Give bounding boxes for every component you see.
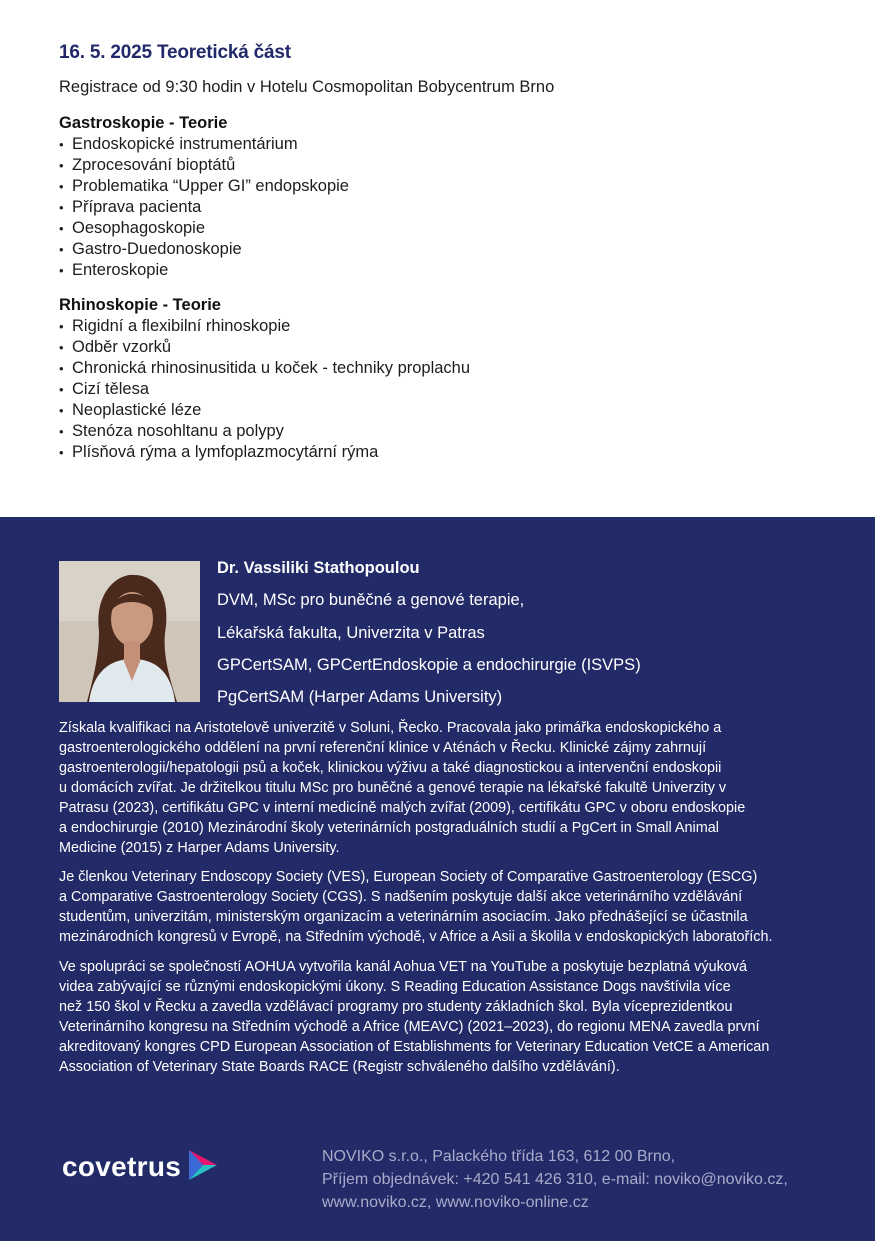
rhinoscopy-section [59, 295, 470, 463]
speaker-panel [0, 517, 875, 1241]
topic-list [59, 134, 349, 281]
list-item: • Rigidní a flexibilní rhinoskopie [59, 316, 470, 337]
section-heading: Gastroskopie - Teorie [59, 114, 228, 132]
list-item: • Stenóza nosohltanu a polypy [59, 421, 470, 442]
covetrus-mark-icon [187, 1148, 219, 1187]
list-item: • Neoplastické léze [59, 400, 470, 421]
speaker-name: Dr. Vassiliki Stathopoulou [217, 559, 420, 577]
covetrus-logo [62, 1147, 219, 1187]
gastroscopy-section [59, 113, 349, 281]
list-item: • Zprocesování bioptátů [59, 155, 349, 176]
company-address [322, 1145, 788, 1214]
bio-line: mezinárodních kongresů v Evropě, na Středním východě, v Africe a Asii a školila v endoskopických laboratořích. [59, 929, 773, 945]
list-item: • Problematika “Upper GI” endopskopie [59, 176, 349, 197]
speaker-photo [59, 561, 200, 702]
list-item: • Příprava pacienta [59, 197, 349, 218]
section-heading: Rhinoskopie - Teorie [59, 296, 221, 314]
bio-line: Association of Veterinary State Boards RACE (Registr schváleného dalšího vzdělávání). [59, 1059, 620, 1075]
bio-line: a endochirurgie (2010) Mezinárodní školy veterinárních postgraduálních studií a PgCert in Small Animal [59, 820, 719, 836]
date-title: 16. 5. 2025 Teoretická část [59, 42, 291, 63]
bio-line: a Comparative Gastroenterology Society (CGS). S nadšením poskytuje další akce veterinárního vzdělávání [59, 889, 743, 905]
bio-line: akreditovaný kongres CPD European Association of Establishments for Veterinary Education VetCE a American [59, 1039, 770, 1055]
bio-line: u domácích zvířat. Je držitelkou titulu MSc pro buněčné a genové terapie na lékařské fakultě Univerzity v [59, 780, 727, 796]
list-item: • Plísňová rýma a lymfoplazmocytární rýma [59, 442, 470, 463]
logo-wordmark: covetrus [62, 1151, 182, 1182]
speaker-credential: Lékařská fakulta, Univerzita v Patras [217, 624, 485, 642]
bio-line: než 150 škol v Řecku a zavedla vzdělávací programy pro studenty základních škol. Byla víceprezidentkou [59, 999, 733, 1015]
address-line: NOVIKO s.r.o., Palackého třída 163, 612 00 Brno, [322, 1148, 676, 1165]
address-line: www.noviko.cz, www.noviko-online.cz [322, 1194, 589, 1211]
bio-line: Medicine (2015) z Harper Adams University. [59, 840, 340, 856]
bio-paragraph [59, 718, 829, 858]
bio-line: studentům, univerzitám, ministerským organizacím a veterinárním asociacím. Jako přednášející se účastnila [59, 909, 748, 925]
list-item: • Cizí tělesa [59, 379, 470, 400]
program-section [0, 0, 875, 517]
bio-line: Patrasu (2023), certifikátu GPC v interní medicíně malých zvířat (2009), certifikátu GPC v oboru endoskopie [59, 800, 746, 816]
list-item: • Gastro-Duedonoskopie [59, 239, 349, 260]
bio-line: videa zabývající se různými endoskopickými úkony. S Reading Education Assistance Dogs navštívila více [59, 979, 731, 995]
list-item: • Endoskopické instrumentárium [59, 134, 349, 155]
bio-line: Veterinárního kongresu na Středním východě a Africe (MEAVC) (2021–2023), do regionu MENA zavedla první [59, 1019, 760, 1035]
list-item: • Odběr vzorků [59, 337, 470, 358]
speaker-credential: DVM, MSc pro buněčné a genové terapie, [217, 591, 525, 609]
registration-info: Registrace od 9:30 hodin v Hotelu Cosmopolitan Bobycentrum Brno [59, 78, 555, 96]
bio-line: Je členkou Veterinary Endoscopy Society (VES), European Society of Comparative Gastroenterology (ESCG) [59, 869, 758, 885]
bio-paragraph [59, 867, 829, 947]
list-item: • Chronická rhinosinusitida u koček - techniky proplachu [59, 358, 470, 379]
list-item: • Oesophagoskopie [59, 218, 349, 239]
bio-line: Ve spolupráci se společností AOHUA vytvořila kanál Aohua VET na YouTube a poskytuje bezplatná výuková [59, 959, 747, 975]
speaker-credential: PgCertSAM (Harper Adams University) [217, 688, 503, 706]
speaker-credential: GPCertSAM, GPCertEndoskopie a endochirurgie (ISVPS) [217, 656, 641, 674]
bio-line: Získala kvalifikaci na Aristotelově univerzitě v Soluni, Řecko. Pracovala jako primářka endoskopického a [59, 720, 722, 736]
address-line: Příjem objednávek: +420 541 426 310, e-mail: noviko@noviko.cz, [322, 1171, 788, 1188]
bio-paragraph [59, 957, 829, 1077]
topic-list [59, 316, 470, 463]
bio-line: gastroenterologického oddělení na první referenční klinice v Aténách v Řecku. Klinické zájmy zahrnují [59, 740, 707, 756]
list-item: • Enteroskopie [59, 260, 349, 281]
bio-line: gastroenterologii/hepatologii psů a koček, klinickou výživu a také diagnostickou a intervenční endoskopii [59, 760, 722, 776]
